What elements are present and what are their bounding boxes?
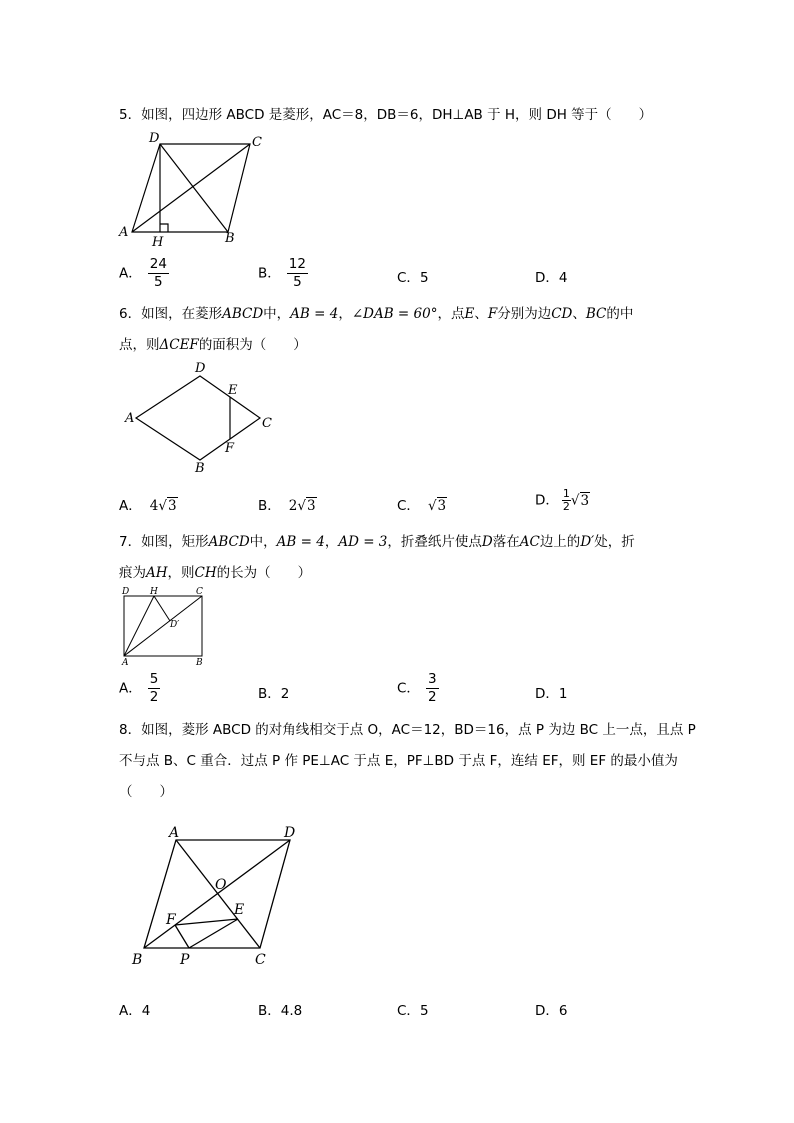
q7-label-h: H <box>150 587 158 597</box>
q7-option-a-denominator: 2 <box>149 689 159 705</box>
q7-text: ，则 <box>167 565 195 581</box>
q6-stem-line2 <box>119 333 307 353</box>
q6-option-c[interactable] <box>397 494 447 514</box>
q7-math-abcd: ABCD <box>208 534 250 550</box>
q7-label-d: D <box>122 587 130 597</box>
q6-math-cd: CD <box>551 306 573 322</box>
q5-label-d: D <box>149 131 160 146</box>
q6-label-f: F <box>225 441 235 456</box>
q7-text: ， <box>324 534 339 550</box>
q7-math-ac: AC <box>519 534 540 550</box>
q7-text: 中， <box>249 534 277 550</box>
q8-figure <box>124 818 314 974</box>
q6-label-c: C <box>262 416 272 431</box>
q8-label-c: C <box>255 952 266 968</box>
q7-stem-line1 <box>119 530 635 550</box>
q5-right-angle-mark <box>160 224 168 232</box>
q7-option-a-numerator: 5 <box>149 671 159 687</box>
q7-math-ch: CH <box>194 565 217 581</box>
q8-label-f: F <box>166 912 176 928</box>
q7-option-a[interactable] <box>119 671 160 706</box>
q7-text: 的长为（ ） <box>216 565 312 581</box>
q6-text: 中， <box>263 306 291 322</box>
q8-label-b: B <box>132 952 143 968</box>
q6-option-b-math: 2√3 <box>288 498 316 514</box>
q5-option-a-label: A． <box>119 265 142 282</box>
q8-option-d-label: D． <box>535 1003 559 1019</box>
q8-segment-pf <box>175 925 189 948</box>
q8-option-d[interactable] <box>535 999 568 1019</box>
q6-text: 、 <box>572 306 586 322</box>
q5-option-c[interactable] <box>397 266 429 286</box>
q8-option-c-label: C． <box>397 1003 420 1019</box>
q7-option-c-numerator: 3 <box>427 671 437 687</box>
q6-text: 、 <box>474 306 488 322</box>
q8-option-c[interactable] <box>397 999 429 1019</box>
q5-option-a-denominator: 5 <box>154 274 163 290</box>
q7-option-d-label: D． <box>535 686 559 702</box>
q6-math-e: E <box>464 306 475 322</box>
q8-stem-line1: 8．如图，菱形 ABCD 的对角线相交于点 O，AC＝12，BD＝16，点 P 为边 BC 上一点，且点 P <box>119 722 696 738</box>
q7-option-c-label: C． <box>397 680 420 697</box>
q8-stem-line3: （ ） <box>119 784 173 800</box>
q6-option-c-math: √3 <box>427 498 447 514</box>
q5-option-b-denominator: 5 <box>293 274 302 290</box>
q6-option-d-denominator: 2 <box>562 500 570 513</box>
q6-option-d-numerator: 1 <box>562 487 570 500</box>
q7-text: 边上的 <box>539 534 581 550</box>
q7-label-c: C <box>196 587 203 597</box>
q5-figure <box>112 128 272 250</box>
q6-option-d-fraction <box>562 488 571 513</box>
q7-option-a-fraction <box>148 671 161 706</box>
q7-option-d-value: 1 <box>558 686 568 702</box>
q6-text: 的中 <box>606 306 634 322</box>
q7-math-ab: AB = 4 <box>276 534 325 550</box>
q5-option-b[interactable] <box>258 256 308 291</box>
q5-label-c: C <box>252 135 262 150</box>
q5-label-b: B <box>225 231 235 246</box>
q6-option-a[interactable] <box>119 494 178 514</box>
q8-option-b-label: B． <box>258 1003 281 1019</box>
q6-math-bc: BC <box>585 306 607 322</box>
q7-segment-hdprime <box>154 596 170 621</box>
q7-option-d[interactable] <box>535 682 568 702</box>
q6-text: ，点 <box>437 306 465 322</box>
q7-option-c-fraction <box>426 671 439 706</box>
q8-stem-line2: 不与点 B、C 重合．过点 P 作 PE⊥AC 于点 E，PF⊥BD 于点 F，连结 EF，则 EF 的最小值为 <box>119 753 678 769</box>
q7-text: 痕为 <box>119 565 146 581</box>
q8-option-c-value: 5 <box>419 1003 429 1019</box>
q6-option-a-math: 4√3 <box>149 498 177 514</box>
q6-option-c-radicand: 3 <box>437 498 447 514</box>
q5-stem: 5．如图，四边形 ABCD 是菱形，AC＝8，DB＝6，DH⊥AB 于 H，则 DH 等于（ ） <box>119 107 653 123</box>
q6-label-a: A <box>125 411 135 426</box>
q6-math-angle: ∠DAB = 60° <box>351 306 438 322</box>
q7-text: 处，折 <box>594 534 635 550</box>
q7-fold-line-ah <box>124 596 154 656</box>
q6-option-a-label: A． <box>119 498 142 514</box>
q6-option-b-coef: 2 <box>288 498 298 514</box>
q5-diagonal-ac <box>132 144 250 232</box>
q7-label-a: A <box>122 658 129 668</box>
q5-option-a-numerator: 24 <box>149 256 167 272</box>
q8-option-b-value: 4.8 <box>280 1003 303 1019</box>
q7-option-c-denominator: 2 <box>427 689 437 705</box>
q5-option-b-fraction <box>287 256 308 291</box>
q5-option-c-label: C． <box>397 270 420 286</box>
q8-label-o: O <box>215 877 227 893</box>
q6-text: 分别为边 <box>497 306 552 322</box>
q6-option-b-radicand: 3 <box>306 498 316 514</box>
q6-text: 点，则 <box>119 337 160 353</box>
q7-label-b: B <box>196 658 203 668</box>
q6-math-triangle: ΔCEF <box>159 337 199 353</box>
q5-option-c-value: 5 <box>419 270 429 286</box>
q6-option-b-label: B． <box>258 498 281 514</box>
q6-math-abcd: ABCD <box>222 306 264 322</box>
q6-option-d-root: √3 <box>570 492 590 509</box>
q7-option-b-label: B． <box>258 686 281 702</box>
q5-option-d-value: 4 <box>558 270 568 286</box>
q6-option-b[interactable] <box>258 494 317 514</box>
q7-text: 7．如图，矩形 <box>119 534 209 550</box>
q7-option-c[interactable] <box>397 671 439 706</box>
q5-option-a-fraction <box>148 256 169 291</box>
q7-option-b-value: 2 <box>280 686 290 702</box>
q5-option-d[interactable] <box>535 266 568 286</box>
q7-math-ah: AH <box>146 565 168 581</box>
q6-option-d-label: D． <box>535 492 559 509</box>
q5-option-a[interactable] <box>119 256 169 291</box>
q7-diagonal-ac <box>124 596 202 656</box>
q8-label-p: P <box>180 952 190 968</box>
q8-label-d: D <box>284 825 296 841</box>
q5-option-b-label: B． <box>258 265 281 282</box>
q6-text: 的面积为（ ） <box>198 337 307 353</box>
q6-option-d[interactable] <box>535 488 590 513</box>
q8-option-b[interactable] <box>258 999 302 1019</box>
q5-diagonal-db <box>160 144 228 232</box>
q5-option-b-numerator: 12 <box>288 256 306 272</box>
q6-text: 6．如图，在菱形 <box>119 306 223 322</box>
q6-label-b: B <box>195 461 205 476</box>
q6-option-d-radicand: 3 <box>580 492 590 509</box>
q7-stem-line2 <box>119 561 311 581</box>
q7-label-dprime: D′ <box>170 620 180 630</box>
q7-math-dprime: D′ <box>580 534 595 550</box>
q8-option-a-label: A． <box>119 1003 142 1019</box>
q6-math-ab: AB = 4 <box>290 306 339 322</box>
q6-stem-line1 <box>119 302 633 322</box>
q7-text: 落在 <box>492 534 520 550</box>
q7-figure <box>118 584 218 668</box>
q6-text: ， <box>338 306 352 322</box>
q7-text: ，折叠纸片使点 <box>387 534 482 550</box>
q7-option-a-label: A． <box>119 680 142 697</box>
q5-option-d-label: D． <box>535 270 559 286</box>
q6-math-f: F <box>487 306 498 322</box>
q6-option-a-radicand: 3 <box>167 498 177 514</box>
q8-label-e: E <box>234 902 245 918</box>
q6-figure <box>122 360 282 476</box>
q5-label-h: H <box>152 235 164 250</box>
q6-label-d: D <box>195 361 206 376</box>
q8-option-d-value: 6 <box>558 1003 568 1019</box>
q8-option-a-value: 4 <box>141 1003 151 1019</box>
q6-option-c-label: C． <box>397 498 420 514</box>
q6-rhombus <box>136 376 260 460</box>
q5-label-a: A <box>119 225 129 240</box>
q7-option-b[interactable] <box>258 682 289 702</box>
q6-label-e: E <box>228 383 238 398</box>
q7-math-ad: AD = 3 <box>338 534 388 550</box>
q7-math-d: D <box>481 534 493 550</box>
q8-option-a[interactable] <box>119 999 150 1019</box>
q6-option-a-coef: 4 <box>149 498 159 514</box>
q8-label-a: A <box>169 825 180 841</box>
